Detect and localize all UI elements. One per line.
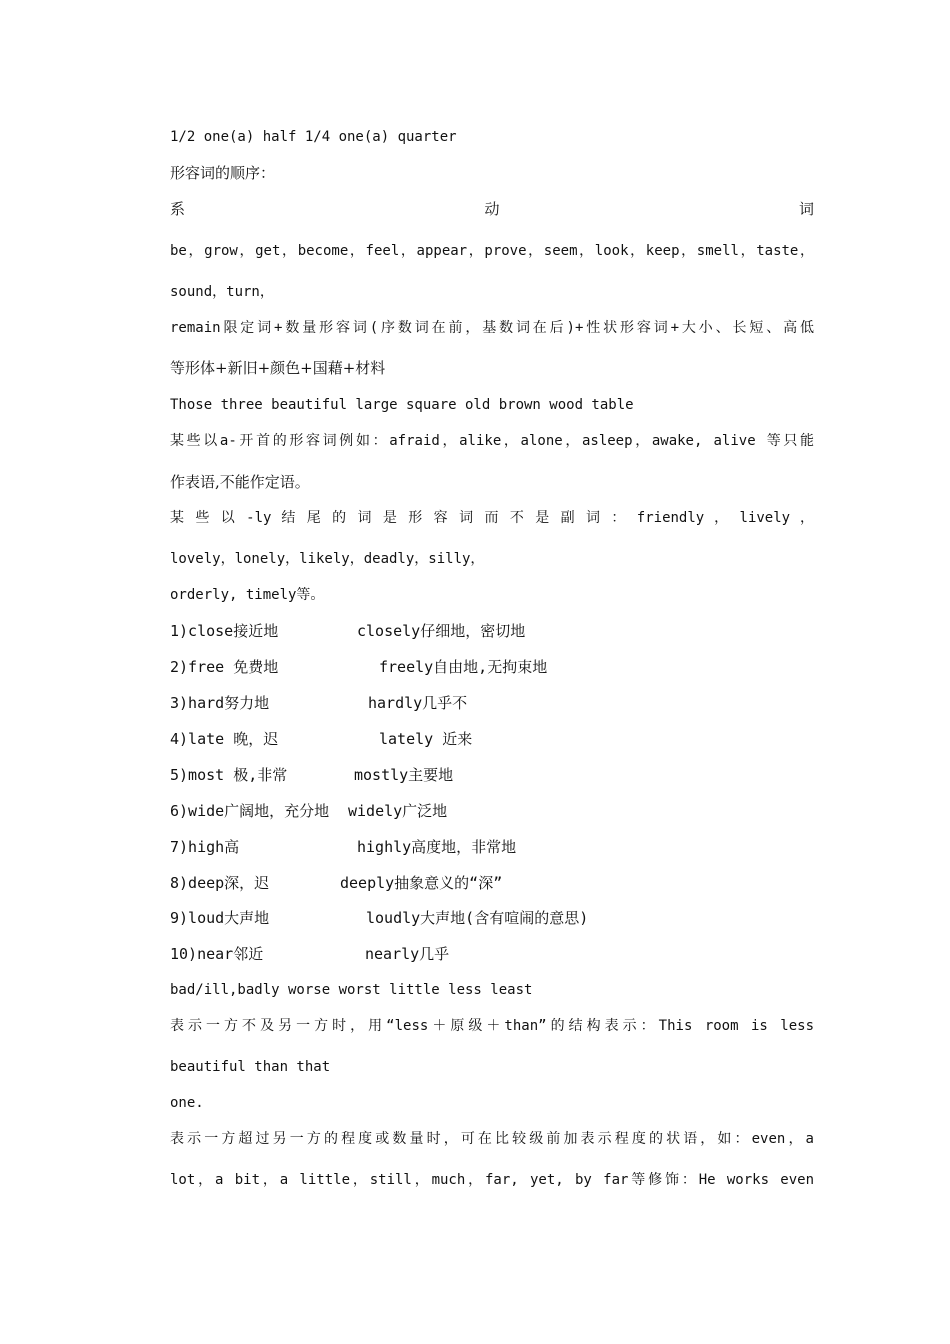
adverb-pair-right: deeply抽象意义的“深” bbox=[340, 874, 503, 892]
adverb-pair-left: 5)most 极,非常 bbox=[170, 766, 288, 784]
adverb-pair-left: 2)free 免费地 bbox=[170, 658, 279, 676]
adverb-pair-right: loudly大声地(含有喧闹的意思) bbox=[366, 909, 589, 927]
adverb-pair bbox=[170, 657, 814, 677]
adverb-pair bbox=[170, 801, 814, 821]
adverb-pair-right: hardly几乎不 bbox=[368, 694, 468, 712]
heading-char: 词 bbox=[798, 200, 814, 218]
ly-adjectives-rule: 某 些 以 -ly 结 尾 的 词 是 形 容 词 而 不 是 副 词 ： friendly ， lively ， bbox=[170, 510, 814, 526]
adj-order-heading: 形容词的顺序： bbox=[170, 164, 276, 182]
adverb-pair-right: closely仔细地，密切地 bbox=[357, 622, 526, 640]
adverb-pair bbox=[170, 621, 814, 641]
adverb-pair bbox=[170, 908, 814, 928]
adverb-pair-left: 7)high高 bbox=[170, 838, 240, 856]
remain-rule: remain限定词+数量形容词(序数词在前，基数词在后)+性状形容词+大小、长短、高低 bbox=[170, 320, 814, 336]
example-sentence: Those three beautiful large square old brown wood table bbox=[170, 397, 634, 413]
adverb-pair-left: 4)late 晚，迟 bbox=[170, 730, 279, 748]
adverb-pair-right: freely自由地,无拘束地 bbox=[379, 658, 548, 676]
linking-verbs-list: be，grow，get，become，feel，appear，prove，seem，look，keep，smell，taste， bbox=[170, 243, 814, 259]
adverb-pair-right: highly高度地，非常地 bbox=[357, 838, 517, 856]
adverb-pair-left: 8)deep深，迟 bbox=[170, 874, 270, 892]
heading-char: 系 bbox=[170, 200, 186, 218]
adverb-pair-left: 9)loud大声地 bbox=[170, 909, 270, 927]
adverb-pair bbox=[170, 837, 814, 857]
adverb-pair-left: 6)wide广阔地，充分地 bbox=[170, 802, 330, 820]
adverb-pair-right: mostly主要地 bbox=[354, 766, 454, 784]
adverb-pair-right: nearly几乎 bbox=[365, 945, 450, 963]
adverb-pair bbox=[170, 729, 814, 749]
adverb-pair-left: 3)hard努力地 bbox=[170, 694, 270, 712]
ly-adjectives-list-cont: orderly, timely等。 bbox=[170, 587, 325, 603]
adverb-pair bbox=[170, 944, 814, 964]
a-adjectives-rule: 某些以a-开首的形容词例如：afraid，alike，alone，asleep，awake, alive 等只能 bbox=[170, 433, 814, 449]
adverb-pair-left: 10)near邻近 bbox=[170, 945, 264, 963]
adverb-pair bbox=[170, 693, 814, 713]
heading-char: 动 bbox=[484, 200, 500, 218]
ly-adjectives-list: lovely，lonely，likely，deadly，silly， bbox=[170, 551, 485, 567]
linking-verbs-heading bbox=[170, 199, 814, 219]
linking-verbs-list-cont: sound，turn， bbox=[170, 284, 274, 300]
degree-rule: 表示一方超过另一方的程度或数量时，可在比较级前加表示程度的状语，如：even，a bbox=[170, 1131, 814, 1147]
less-rule-cont: beautiful than that bbox=[170, 1059, 331, 1075]
adverb-pair-left: 1)close接近地 bbox=[170, 622, 279, 640]
less-rule: 表示一方不及另一方时，用“less＋原级＋than”的结构表示：This room is less bbox=[170, 1018, 814, 1034]
adverb-pair-right: lately 近来 bbox=[379, 730, 473, 748]
less-rule-end: one. bbox=[170, 1095, 204, 1111]
adverb-pair-right: widely广泛地 bbox=[348, 802, 448, 820]
a-adjectives-rule-cont: 作表语,不能作定语。 bbox=[170, 473, 310, 491]
degree-rule-cont: lot，a bit，a little，still，much，far, yet, by far等修饰：He works even bbox=[170, 1172, 814, 1188]
fractions-line: 1/2 one(a) half 1/4 one(a) quarter bbox=[170, 129, 457, 145]
adverb-pair bbox=[170, 765, 814, 785]
adverb-pair bbox=[170, 873, 814, 893]
remain-rule-cont: 等形体+新旧+颜色+国藉+材料 bbox=[170, 359, 386, 377]
irregular-comparison: bad/ill,badly worse worst little less least bbox=[170, 982, 533, 998]
